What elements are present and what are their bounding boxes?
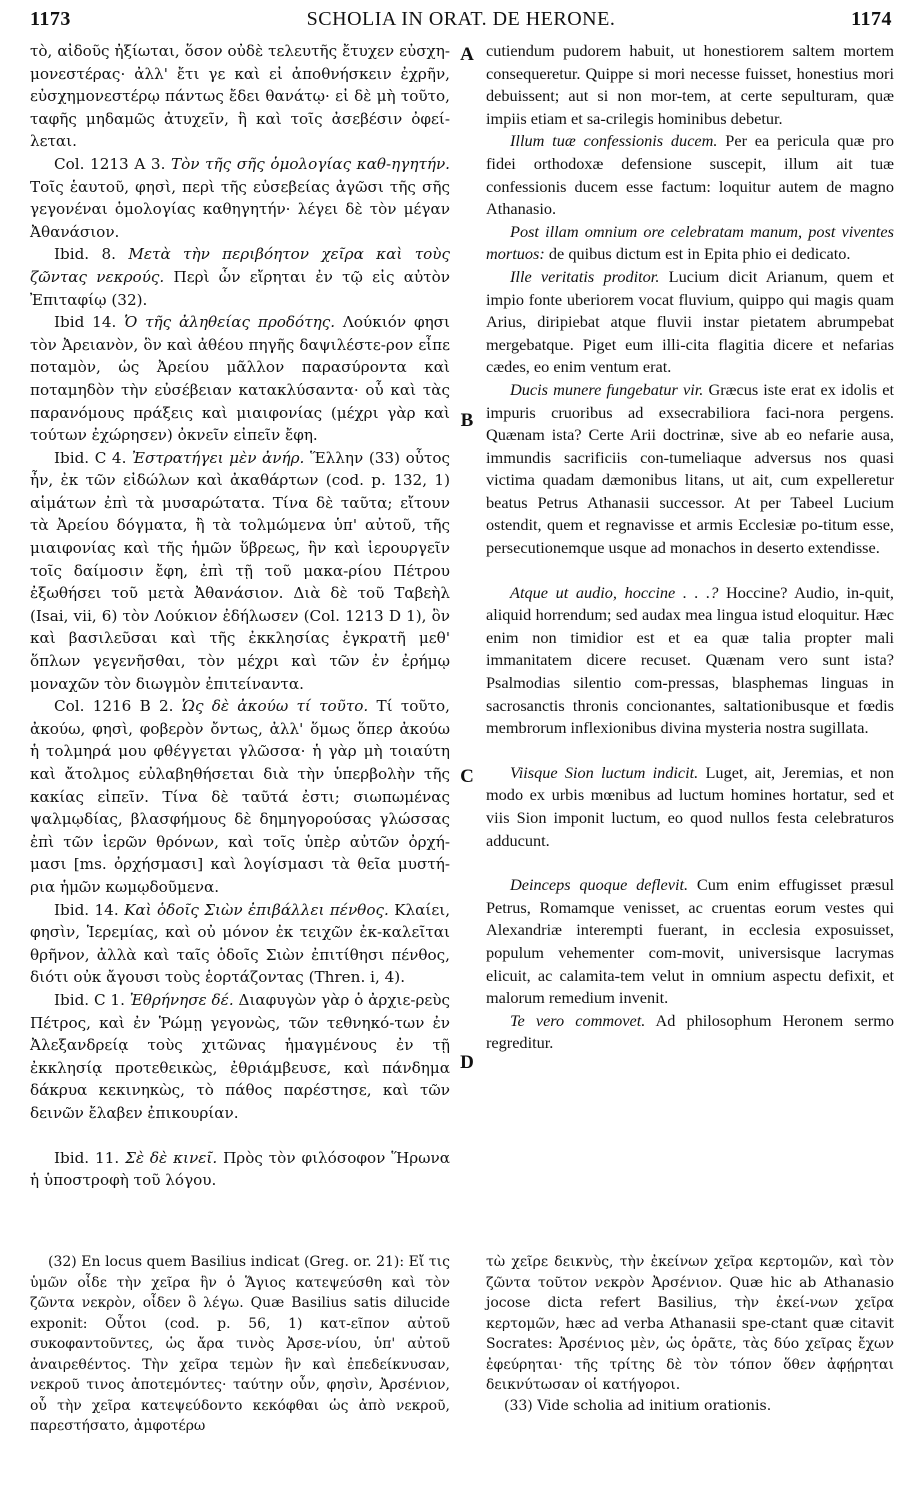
greek-paragraph xyxy=(30,989,450,1125)
greek-paragraph xyxy=(30,243,450,311)
scholion-text: Λούκιόν φησι τὸν Ἀρειανὸν, ὃν καὶ ἀθέου πηγῆς δαψιλέστε-ρον εἶπε ποταμὸν, ὡς Ἀρείου μᾶλλον παρασύροντα καὶ ποταμηδὸν τὴν εὐσέβειαν κατακλύσαντα· οὗ καὶ τὰς παρανόμους πράξεις καὶ μιαιφονίας (μέχρι γὰρ καὶ τούτων ἐχώρησεν) ὀκνεῖν εἰπεῖν ἔφη. xyxy=(30,313,450,445)
translation-text: Græcus iste erat ex idolis et impuris cruoribus ad exsecrabiliora faci-nora pergens. Quænam ista? Certe Arii doctrinæ, sive ab eo nefarie ausa, immundis sacrificiis con-tumeliaque adversus nos quasi victima quadam dæmonibus litans, ut ait, cum expelleretur beatus Petrus Athanasii successor. At per Tabeel Lucium ostendit, quem et regnavisse et armis Ecclesiæ po-titum esse, persecutionemque usque ad monachos in deserto extendisse. xyxy=(486,379,894,558)
greek-column xyxy=(30,40,450,1192)
margin-mark-c: C xyxy=(460,766,474,787)
margin-mark-b: B xyxy=(460,410,474,431)
scholion-text: Ἕλλην (33) οὗτος ἦν, ἐκ τῶν εἰδώλων καὶ ἀκαθάρτων (cod. p. 132, 1) αἱμάτων ἐπὶ τὰ μυσαρώτατα. Τίνα δὲ ταῦτα; εἴτουν τὰ Ἀρείου δόγματα, ἢ τὰ τολμώμενα ὑπ' αὐτοῦ, τῆς μιαιφονίας καὶ τῆς ἡμῶν ὕβρεως, ἣν καὶ ἱερουργεῖν τοῖς δαίμοσιν ἔφη, ἐπὶ τῇ τοῦ μακα-ρίου Πέτρου ἐξωθήσει τοῦ μετὰ Ἀθανάσιον. Διὰ δὲ τοῦ Ταβεὴλ (Isai, vii, 6) τὸν Λούκιον ἐδήλωσεν (Col. 1213 D 1), ὃν καὶ βασιλεῦσαι καὶ τῆς ἐκκλησίας ἐγκρατῆ μεθ' ὅπλων γεγενῆσθαι, τὸν μέχρι καὶ τῶν ἐν ἐρήμῳ μοναχῶν τὸν διωγμὸν ἐπιτείναντα. xyxy=(30,448,451,693)
latin-paragraph xyxy=(486,40,894,130)
translation-text: Luget, ait, Jeremias, et non modo ex urbis mœnibus ad luctum homines hortatur, sed et viis Sion imponit luctum, eo quod nullos festa celebraturos adducunt. xyxy=(486,762,894,850)
latin-paragraph xyxy=(486,130,894,220)
scholion-lemma: Ὁ τῆς ἀληθείας προδότης. xyxy=(124,313,336,332)
footnote-33: (33) Vide scholia ad initium orationis. xyxy=(504,1397,772,1414)
translation-lemma: Illum tuæ confessionis ducem. xyxy=(510,131,718,151)
margin-mark-d: D xyxy=(460,1052,474,1073)
translation-text: Hoccine? Audio, in-quit, aliquid horrendum; sed audax mea lingua istud eloquitur. Hæc enim non timidior est et ea quæ talia propter mali immanitatem dicere recuset. Quænam vero sunt ista? Psalmodias silentio com-pressas, blasphemas linguas in sacrosanctis thronis concionantes, saltationibusque et fœdis membrorum inflexionibus divina mysteria nostra sugillata. xyxy=(486,582,895,738)
greek-paragraph xyxy=(30,311,450,447)
margin-mark-a: A xyxy=(460,44,474,65)
translation-lemma: Atque ut audio, hoccine . . .? xyxy=(510,582,719,602)
footnote-32-continued: τὼ χεῖρε δεικνὺς, τὴν ἐκείνων χεῖρα κερτομῶν, καὶ τὸν ζῶντα τοῦτον νεκρὸν Ἀρσένιον. Quæ hic ab Athanasio jocose dicta refert Basilius, τὴν ἐκεί-νων χεῖρα κερτομῶν, hæc ad verba Athanasii spe-ctant quæ citavit Socrates: Ἀρσένιος μὲν, ὡς ὁρᾶτε, τὰς δύο χεῖρας ἔχων ἐφεύρηται· τῆς τρίτης δὲ τὸν τόπον ὅθεν ἀφῄρηται δεικνύτωσαν οἱ κατήγοροι. xyxy=(486,1254,894,1393)
translation-lemma: Deinceps quoque deflevit. xyxy=(510,875,689,895)
greek-paragraph xyxy=(30,1147,450,1192)
page-number-left: 1173 xyxy=(30,8,71,30)
scholion-ref: Col. 1213 A 3. xyxy=(54,154,166,173)
scholion-ref: Ibid 14. xyxy=(54,313,117,332)
translation-text: Ad philosophum Heronem sermo regreditur. xyxy=(486,1010,894,1053)
scholion-ref: Ibid. C 4. xyxy=(54,448,127,467)
scholion-lemma: Σὲ δὲ κινεῖ. xyxy=(125,1148,218,1167)
footnote-32: (32) En locus quem Basilius indicat (Greg. or. 21): Εἴ τις ὑμῶν οἶδε τὴν χεῖρα ἣν ὁ Ἅγιος κατεψεύσθη καὶ τὸν ζῶντα νεκρὸν, οἶδεν ὃ λέγω. Quæ Basilius satis dilucide exponit: Οὗτοι (cod. p. 56, 1) κατ-εῖπον αὐτοῦ συκοφαντοῦντες, ὡς ἄρα τινὸς Ἀρσε-νίου, ὑπ' αὐτοῦ ἀναιρεθέντος. Τὴν χεῖρα τεμὼν ἣν καὶ ἐπεδείκνυσαν, νεκροῦ τινος ἀποτεμόντες· ταύτην οὖν, φησὶν, Ἀρσένιον, οὗ τὴν χεῖρα κατεψεύδοντο κεκόφθαι ὡς ἀπὸ νεκροῦ, παρεστήσατο, ἀμφοτέρω xyxy=(30,1254,450,1434)
scholion-ref: Ibid. 14. xyxy=(54,900,119,919)
scholion-ref: Ibid. 11. xyxy=(54,1148,120,1167)
scholion-text: Πρὸς τὸν φιλόσοφον Ἥρωνα ἡ ὑποστροφὴ τοῦ λόγου. xyxy=(30,1148,451,1190)
scholion-lemma: Ὡς δὲ ἀκούω τί τοῦτο. xyxy=(181,697,369,716)
scholion-text: Τοῖς ἑαυτοῦ, φησὶ, περὶ τῆς εὐσεβείας ἀγῶσι τῆς σῆς γεγονέναι ὁμολογίας καθηγητήν· λέγει δὲ τὸν μέγαν Ἀθανάσιον. xyxy=(30,177,450,241)
scholion-lemma: Μετὰ τὴν περιβόητον χεῖρα καὶ τοὺς ζῶντας νεκρούς. xyxy=(30,245,450,286)
scholion-lemma: Ἐθρήνησε δέ. xyxy=(129,990,234,1009)
latin-paragraph xyxy=(486,874,894,1010)
translation-lemma: Te vero commovet. xyxy=(510,1010,646,1030)
scholion-text: Κλαίει, φησὶν, Ἱερεμίας, καὶ οὐ μόνον ἐκ τειχῶν ἐκ-καλεῖται θρῆνον, ἀλλὰ καὶ ταῖς ὁδοῖς Σιὼν ἐπιτίθησι πένθος, διότι οὐκ ἄγουσι τοὺς ἑορτάζοντας (Thren. i, 4). xyxy=(30,900,451,987)
translation-text: Lucium dicit Arianum, quem et impio fonte uberiorem vocat fluvium, quippo qui magis quam Arius, diripiebat atque fluvii instar pietatem abrumpebat mergebatque. Piget eum illi-cita flagitia dicere et nefarias cædes, eo enim ventum erat. xyxy=(486,266,895,377)
page-number-right: 1174 xyxy=(851,8,892,30)
latin-paragraph xyxy=(486,1010,894,1055)
footnote-column-right xyxy=(486,1252,894,1416)
scholion-text: Τί τοῦτο, ἀκούω, φησὶ, φοβερὸν ὄντως, ἀλλ' ὅμως ὅπερ ἀκούω ἡ τολμηρά μου φθέγγεται γλῶσσα· ἡ γὰρ μὴ τοιαύτη καὶ ἄτολμος εὐλαβηθήσεται διὰ τὴν ὑπερβολὴν τῆς κακίας εἰπεῖν. Τίνα δὲ ταῦτά ἐστι; σιωπωμένας ψαλμῳδίας, βλασφήμους δὲ δημηγορούσας γλώσσας ἐπὶ τῶν ἱερῶν θρόνων, καὶ τοῖς ὑπὲρ αὐτῶν ὀρχή-μασι [ms. ὀρχήσμασι] καὶ λογίσμασι τὰ θεῖα μυστή-ρια ἡμῶν κωμῳδοῦμενα. xyxy=(30,697,450,896)
scholion-text: τὸ, αἰδοῦς ἠξίωται, ὅσον οὐδὲ τελευτῆς ἔτυχεν εὐσχη-μονεστέρας· ἀλλ' ἔτι γε καὶ εἰ ἀποθνήσκειν ἐχρῆν, εὐσχημονεστέρῳ πάντως ἔδει θανάτῳ· εἰ δὲ μὴ τοῦτο, ταφῆς μηδαμῶς ἀτυχεῖν, ἣ καὶ τοῖς ἀσεβέσιν ὀφεί-λεται. xyxy=(30,42,450,151)
greek-paragraph xyxy=(30,447,450,696)
latin-paragraph xyxy=(486,582,894,740)
greek-paragraph xyxy=(30,153,450,243)
scholion-ref: Ibid. 8. xyxy=(54,245,116,264)
scholion-text: Διαφυγὼν γὰρ ὁ ἀρχιε-ρεὺς Πέτρος, καὶ ἐν Ῥώμῃ γεγονὼς, τῶν τεθνηκό-των ἐν Ἀλεξανδρείᾳ τοὺς χιτῶνας ἡμαγμένους ἐν τῇ ἐκκλησίᾳ προτεθεικὼς, ἐθριάμβευσε, καὶ πάνδημα δάκρυα κεκινηκὼς, τὸ πάθος παρέστησε, καὶ τῶν δεινῶν ἔλαβεν ἐπικουρίαν. xyxy=(30,990,451,1122)
latin-paragraph xyxy=(486,221,894,266)
translation-lemma: Ille veritatis proditor. xyxy=(510,266,660,286)
translation-text: cutiendum pudorem habuit, ut honestiorem saltem mortem consequeretur. Quippe si mori necesse fuisset, honestius mori debuissent; aut si non mor-tem, at certe sepulturam, quæ impiis etiam et sa-crilegis hominibus debetur. xyxy=(486,41,894,128)
running-header xyxy=(30,8,892,38)
translation-lemma: Ducis munere fungebatur vir. xyxy=(510,379,704,399)
scholion-ref: Ibid. C 1. xyxy=(54,990,125,1009)
greek-paragraph xyxy=(30,899,450,989)
scholion-lemma: Τὸν τῆς σῆς ὁμολογίας καθ-ηγητήν. xyxy=(171,154,451,173)
translation-text: Cum enim effugisset præsul Petrus, Romamque venisset, ac cruentas eorum vestes qui Alexandriæ interempti fuerant, in ecclesia exposuisset, populum vehementer com-movit, universisque lacrymas elicuit, ac calamita-tem velut in omnium aspectu defixit, et malorum remedium invenit. xyxy=(486,875,894,1008)
scholion-lemma: Καὶ ὁδοῖς Σιὼν ἐπιβάλλει πένθος. xyxy=(124,900,389,919)
scholion-lemma: Ἐστρατήγει μὲν ἀνήρ. xyxy=(132,448,305,467)
scholion-text: Περὶ ὧν εἴρηται ἐν τῷ εἰς αὐτὸν Ἐπιταφίῳ (32). xyxy=(30,267,451,309)
running-title: SCHOLIA IN ORAT. DE HERONE. xyxy=(306,8,616,30)
translation-text: Per ea pericula quæ pro fidei orthodoxæ defensione suscepit, illum ait tuæ confessionis ducem esse factum: loquitur autem de magno Athanasio. xyxy=(486,131,894,219)
greek-paragraph xyxy=(30,40,450,153)
latin-paragraph xyxy=(486,266,894,379)
scholion-ref: Col. 1216 B 2. xyxy=(54,697,174,716)
latin-paragraph xyxy=(486,379,894,560)
translation-lemma: Post illam omnium ore celebratam manum, post viventes mortuos: xyxy=(486,221,894,264)
latin-column xyxy=(486,40,894,1055)
footnote-column-left xyxy=(30,1252,450,1437)
greek-paragraph xyxy=(30,695,450,898)
latin-paragraph xyxy=(486,762,894,852)
translation-lemma: Viisque Sion luctum indicit. xyxy=(510,762,699,782)
translation-text: de quibus dictum est in Epita phio ei dedicato. xyxy=(548,244,851,264)
